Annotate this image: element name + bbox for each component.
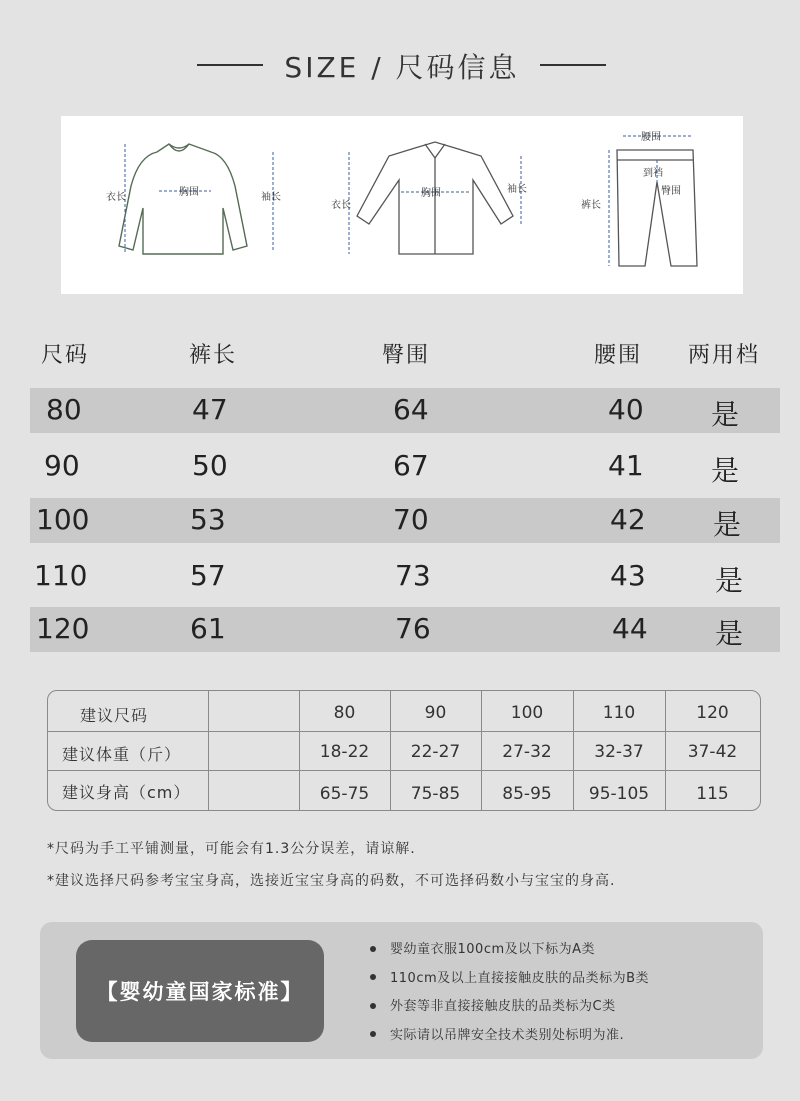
measurement-diagram xyxy=(61,116,743,294)
col-waist: 腰围 xyxy=(594,343,643,368)
rec-weight: 37-42 xyxy=(687,742,738,762)
row-divider xyxy=(48,731,760,732)
garment-illustrations xyxy=(61,116,743,294)
note-recommendation: *建议选择尺码参考宝宝身高，选接近宝宝身高的码数，不可选择码数小与宝宝的身高. xyxy=(47,873,616,889)
header-right-rule xyxy=(540,64,606,66)
col-pants-length: 裤长 xyxy=(189,343,238,368)
cell-hip: 73 xyxy=(395,559,431,592)
rec-height: 95-105 xyxy=(588,784,650,804)
row-divider xyxy=(48,770,760,771)
row-label-height: 建议身高（cm） xyxy=(62,783,191,802)
row-label-size: 建议尺码 xyxy=(80,706,149,725)
national-standard-panel xyxy=(40,922,763,1059)
pants-hip-label: 臀围 xyxy=(661,186,681,197)
cell-size: 100 xyxy=(36,503,90,536)
cell-pants-length: 61 xyxy=(190,612,226,645)
rec-height: 65-75 xyxy=(319,784,370,804)
size-table-header xyxy=(0,338,800,370)
sweater-chest-label: 胸围 xyxy=(179,187,199,198)
pants-length-label: 裤长 xyxy=(581,200,601,211)
rec-weight: 18-22 xyxy=(319,742,370,762)
col-divider xyxy=(208,691,209,810)
list-item xyxy=(370,993,649,1022)
cell-dual-crotch: 是 xyxy=(711,454,740,487)
rec-size: 120 xyxy=(696,703,729,723)
table-row xyxy=(30,554,780,599)
standard-badge: 【婴幼童国家标准】 xyxy=(76,940,324,1042)
standard-list xyxy=(370,936,649,1050)
cell-size: 120 xyxy=(36,612,90,645)
shirt-length-label: 衣长 xyxy=(331,200,351,211)
list-item-text: 婴幼童衣服100cm及以下标为A类 xyxy=(390,942,596,957)
cell-hip: 67 xyxy=(393,449,429,482)
table-row xyxy=(30,607,780,652)
rec-weight: 27-32 xyxy=(502,742,552,762)
rec-size: 80 xyxy=(333,703,356,723)
cell-pants-length: 57 xyxy=(190,559,226,592)
list-item-text: 实际请以吊牌安全技术类别处标明为准. xyxy=(390,1027,625,1043)
cell-size: 90 xyxy=(44,449,80,482)
bullet-icon xyxy=(370,946,376,952)
sweater-sleeve-label: 袖长 xyxy=(261,192,281,203)
rec-height: 115 xyxy=(696,784,729,804)
pants-waist-label: 腰围 xyxy=(641,132,661,143)
row-label-weight: 建议体重（斤） xyxy=(62,745,182,764)
recommendation-table xyxy=(47,690,761,811)
col-size: 尺码 xyxy=(41,343,90,368)
rec-weight: 22-27 xyxy=(410,742,461,762)
list-item xyxy=(370,965,649,994)
shirt-chest-label: 胸围 xyxy=(421,188,441,199)
rec-height: 75-85 xyxy=(410,784,461,804)
list-item-text: 外套等非直接接触皮肤的品类标为C类 xyxy=(390,999,616,1014)
page-title: SIZE / 尺码信息 xyxy=(284,51,520,84)
pants-rise-label: 到裆 xyxy=(643,168,663,179)
page-header xyxy=(0,44,800,84)
header-left-rule xyxy=(197,64,263,66)
cell-pants-length: 47 xyxy=(192,393,228,426)
cell-waist: 42 xyxy=(610,503,646,536)
rec-size: 110 xyxy=(602,703,636,723)
list-item xyxy=(370,936,649,965)
cell-pants-length: 50 xyxy=(192,449,228,482)
list-item xyxy=(370,1022,649,1051)
table-row xyxy=(30,388,780,433)
col-dual-crotch: 两用档 xyxy=(688,343,761,368)
cell-dual-crotch: 是 xyxy=(715,617,744,650)
rec-size: 100 xyxy=(510,703,544,723)
sweater-length-label: 衣长 xyxy=(106,192,126,203)
cell-waist: 44 xyxy=(612,612,648,645)
cell-dual-crotch: 是 xyxy=(715,564,744,597)
cell-waist: 40 xyxy=(608,393,644,426)
rec-size: 90 xyxy=(424,703,447,723)
rec-height: 85-95 xyxy=(502,784,552,804)
cell-dual-crotch: 是 xyxy=(711,398,740,431)
bullet-icon xyxy=(370,1003,376,1009)
note-measurement: *尺码为手工平铺测量，可能会有1.3公分误差，请谅解. xyxy=(47,841,416,857)
cell-hip: 76 xyxy=(395,612,431,645)
sweater-illustration xyxy=(119,144,247,254)
table-row xyxy=(30,444,780,489)
cell-waist: 41 xyxy=(608,449,644,482)
bullet-icon xyxy=(370,974,376,980)
shirt-sleeve-label: 袖长 xyxy=(507,184,527,195)
cell-waist: 43 xyxy=(610,559,646,592)
cell-hip: 64 xyxy=(393,393,429,426)
cell-size: 110 xyxy=(34,559,88,592)
rec-weight: 32-37 xyxy=(594,742,644,762)
bullet-icon xyxy=(370,1031,376,1037)
cell-pants-length: 53 xyxy=(190,503,226,536)
cell-hip: 70 xyxy=(393,503,429,536)
cell-size: 80 xyxy=(46,393,82,426)
cell-dual-crotch: 是 xyxy=(713,508,742,541)
col-hip: 臀围 xyxy=(382,343,431,368)
table-row xyxy=(30,498,780,543)
list-item-text: 110cm及以上直接接触皮肤的品类标为B类 xyxy=(390,970,650,986)
